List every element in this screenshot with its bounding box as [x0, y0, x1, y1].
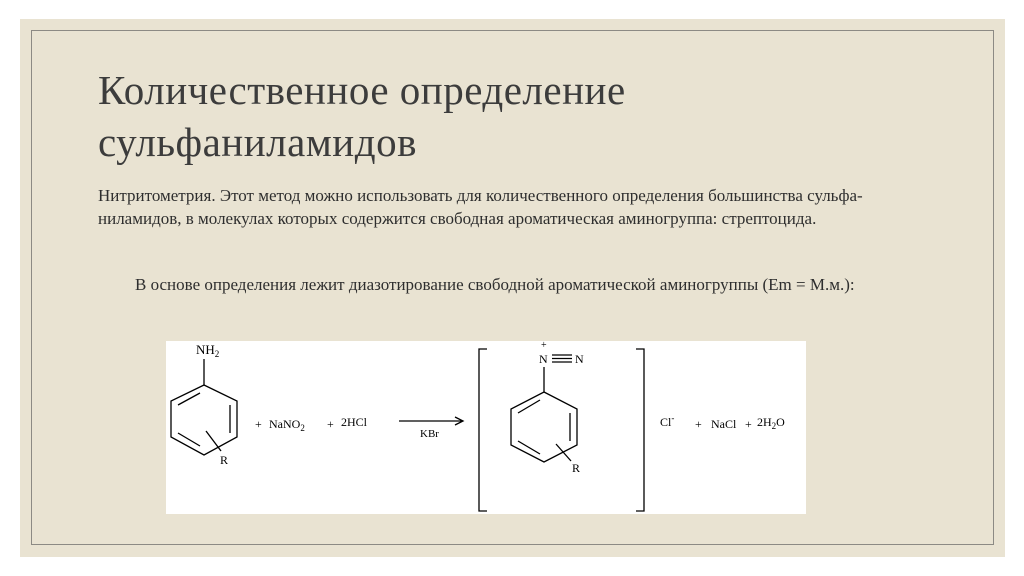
right-ring-double-bond-3 [518, 441, 540, 454]
left-substituent-r: R [220, 453, 229, 467]
paragraph-diazotization-text: В основе определения лежит диазотирование свободной ароматической аминогруппы (Em = М.м.): [135, 275, 855, 294]
triple-bond [552, 355, 572, 362]
right-ring-r-bond [556, 444, 571, 461]
title-line-2: сульфаниламидов [98, 119, 417, 165]
catalyst-kbr: KBr [420, 428, 439, 440]
chloride-ion: Cl- [660, 413, 675, 429]
plus-sign-1: + [255, 417, 262, 431]
diazonium-charge: + [541, 341, 547, 351]
product-brackets [479, 349, 644, 511]
plus-sign-4: + [745, 417, 752, 431]
title-line-1: Количественное определение [98, 67, 626, 113]
paragraph-nitritometry: Нитритометрия. Этот метод можно использовать для количественного определения большинства сульфа- ниламидов, в молекулах которых содержится свободная ароматическая аминогруппа: стрептоцида. [98, 186, 863, 228]
water: $2H_2O$ [757, 415, 785, 431]
reaction-arrow [399, 417, 463, 425]
right-ring-hexagon [511, 392, 577, 462]
left-ring-double-bond-3 [178, 433, 200, 446]
left-ring-double-bond-2 [178, 393, 200, 405]
sodium-chloride: NaCl [711, 417, 737, 431]
right-ring-double-bond-2 [518, 400, 540, 413]
right-substituent-r: R [572, 461, 581, 475]
plus-sign-3: + [695, 417, 702, 431]
right-benzene-ring [511, 367, 577, 462]
reaction-scheme [166, 341, 806, 514]
left-ring-hexagon [171, 385, 237, 455]
left-ring-r-bond [206, 431, 221, 451]
diazonium-n2: N [575, 352, 584, 366]
left-benzene-ring [171, 359, 237, 455]
reaction-scheme-svg [166, 341, 806, 514]
sodium-nitrite: NaNO$_2$ [269, 417, 305, 433]
reactant-amino-group: $NH_2$ [196, 342, 220, 359]
hydrochloric-acid: 2HCl [341, 415, 368, 429]
diazonium-n1: N [539, 352, 548, 366]
paragraph-diazotization [98, 273, 938, 296]
left-bracket [479, 349, 487, 511]
right-bracket [636, 349, 644, 511]
plus-sign-2: + [327, 417, 334, 431]
slide-title [98, 64, 898, 168]
